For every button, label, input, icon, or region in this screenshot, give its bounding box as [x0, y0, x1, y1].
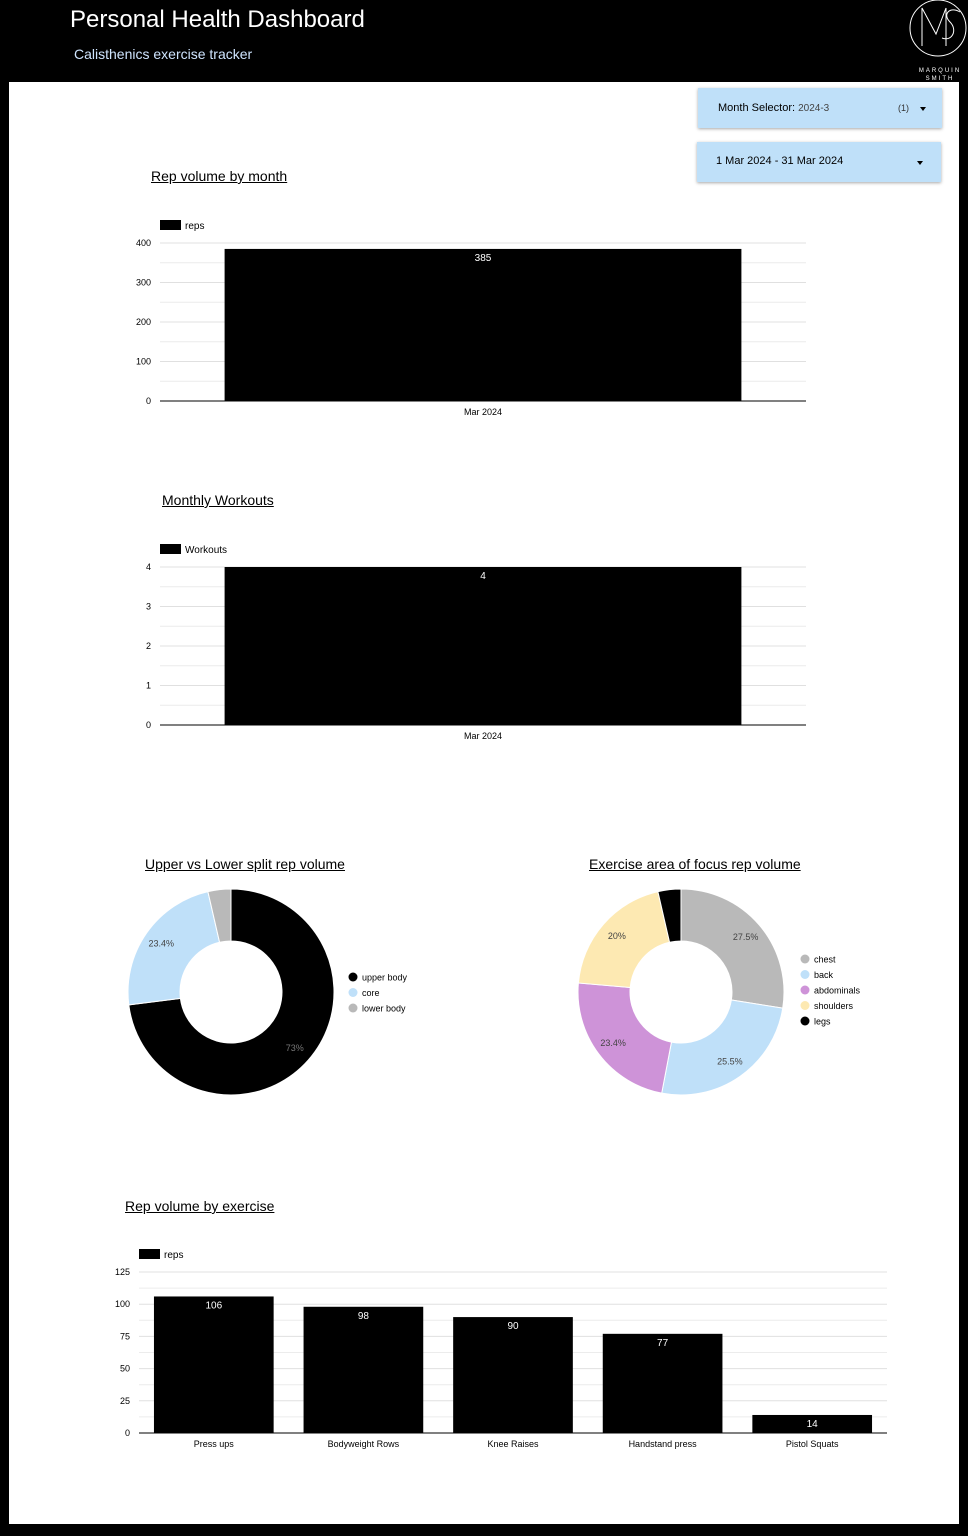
legend-label: Workouts — [185, 545, 228, 556]
date-range-value: 1 Mar 2024 - 31 Mar 2024 — [716, 155, 844, 167]
rep-volume-by-exercise-chart — [99, 1242, 899, 1462]
x-tick-label: Mar 2024 — [463, 407, 503, 417]
pie-slice — [681, 889, 784, 1008]
legend-marker — [801, 986, 810, 995]
slice-value-label: 20% — [607, 931, 626, 942]
y-tick-label: 75 — [119, 1331, 130, 1342]
x-tick-label: Press ups — [193, 1439, 234, 1449]
page-title: Personal Health Dashboard — [70, 6, 365, 33]
brand-logo — [906, 0, 968, 82]
bar — [225, 567, 742, 725]
slice-value-label: 27.5% — [732, 931, 759, 942]
report-canvas — [9, 82, 959, 1524]
rep-volume-by-month-chart — [119, 212, 819, 432]
slice-value-label: 23.4% — [148, 938, 175, 949]
x-tick-label: Knee Raises — [487, 1439, 539, 1449]
y-tick-label: 50 — [119, 1363, 130, 1374]
caret-down-icon — [917, 161, 923, 165]
y-tick-label: 1 — [145, 680, 151, 691]
bar-value-label: 385 — [474, 252, 492, 264]
bar-value-label: 106 — [205, 1300, 223, 1312]
bar-value-label: 98 — [357, 1310, 369, 1322]
y-tick-label: 4 — [145, 562, 151, 572]
legend-marker — [349, 973, 358, 982]
page-subtitle: Calisthenics exercise tracker — [74, 46, 253, 62]
slice-value-label: 23.4% — [600, 1038, 626, 1049]
y-tick-label: 100 — [135, 356, 151, 367]
legend-swatch — [160, 544, 181, 554]
y-tick-label: 0 — [145, 396, 151, 406]
bar-value-label: 77 — [657, 1337, 669, 1349]
legend-label: lower body — [362, 1003, 406, 1014]
month-selector-label: Month Selector: 2024-3 — [718, 102, 830, 114]
legend-label: abdominals — [814, 985, 861, 996]
legend-swatch — [160, 220, 181, 230]
legend-label: reps — [185, 221, 205, 232]
y-tick-label: 25 — [119, 1395, 130, 1406]
legend-label: reps — [164, 1250, 184, 1261]
dashboard-header — [0, 0, 968, 82]
legend-marker — [801, 1001, 810, 1010]
bar — [154, 1296, 274, 1433]
legend-marker — [349, 1004, 358, 1013]
legend-label: core — [362, 988, 380, 998]
pie-slice — [662, 1000, 783, 1095]
svg-text:SMITH: SMITH — [925, 76, 955, 82]
chart-title-rep-volume-by-month: Rep volume by month — [151, 168, 288, 184]
legend-marker — [349, 988, 358, 997]
bar-value-label: 4 — [480, 571, 486, 582]
month-selector-count: (1) — [898, 103, 909, 113]
month-selector-dropdown[interactable] — [698, 88, 942, 128]
slice-value-label: 73% — [285, 1043, 304, 1054]
chart-title-upper-lower-split: Upper vs Lower split rep volume — [145, 856, 345, 872]
y-tick-label: 0 — [124, 1428, 130, 1438]
y-tick-label: 200 — [135, 317, 151, 327]
bar — [453, 1317, 573, 1433]
x-tick-label: Handstand press — [628, 1439, 697, 1449]
x-tick-label: Bodyweight Rows — [327, 1439, 400, 1449]
monthly-workouts-chart — [119, 536, 819, 756]
legend-marker — [801, 955, 810, 964]
area-of-focus-donut — [569, 882, 889, 1102]
date-range-picker[interactable] — [697, 142, 941, 182]
svg-text:MARQUIN: MARQUIN — [918, 68, 962, 74]
chart-title-area-of-focus: Exercise area of focus rep volume — [589, 856, 801, 872]
legend-label: chest — [814, 954, 836, 965]
y-tick-label: 400 — [135, 238, 151, 248]
bar — [225, 249, 742, 401]
y-tick-label: 2 — [145, 641, 151, 651]
bar-value-label: 14 — [806, 1418, 818, 1430]
month-selector-value: 2024-3 — [798, 103, 830, 114]
x-tick-label: Mar 2024 — [463, 731, 503, 741]
legend-swatch — [139, 1249, 160, 1259]
slice-value-label: 25.5% — [717, 1056, 743, 1067]
y-tick-label: 100 — [114, 1299, 130, 1310]
y-tick-label: 3 — [145, 601, 151, 612]
chart-title-rep-volume-by-exercise: Rep volume by exercise — [125, 1198, 275, 1214]
y-tick-label: 300 — [135, 277, 151, 288]
y-tick-label: 0 — [145, 720, 151, 730]
legend-label: legs — [814, 1016, 831, 1027]
legend-marker — [801, 970, 810, 979]
legend-label: upper body — [362, 972, 408, 983]
upper-lower-split-donut — [119, 882, 439, 1102]
chart-title-monthly-workouts: Monthly Workouts — [162, 492, 274, 508]
legend-label: back — [814, 970, 834, 980]
bar — [304, 1307, 424, 1433]
caret-down-icon — [920, 107, 926, 111]
x-tick-label: Pistol Squats — [785, 1439, 839, 1449]
y-tick-label: 125 — [114, 1267, 130, 1277]
bar-value-label: 90 — [507, 1321, 519, 1333]
legend-label: shoulders — [814, 1001, 854, 1011]
legend-marker — [801, 1017, 810, 1026]
